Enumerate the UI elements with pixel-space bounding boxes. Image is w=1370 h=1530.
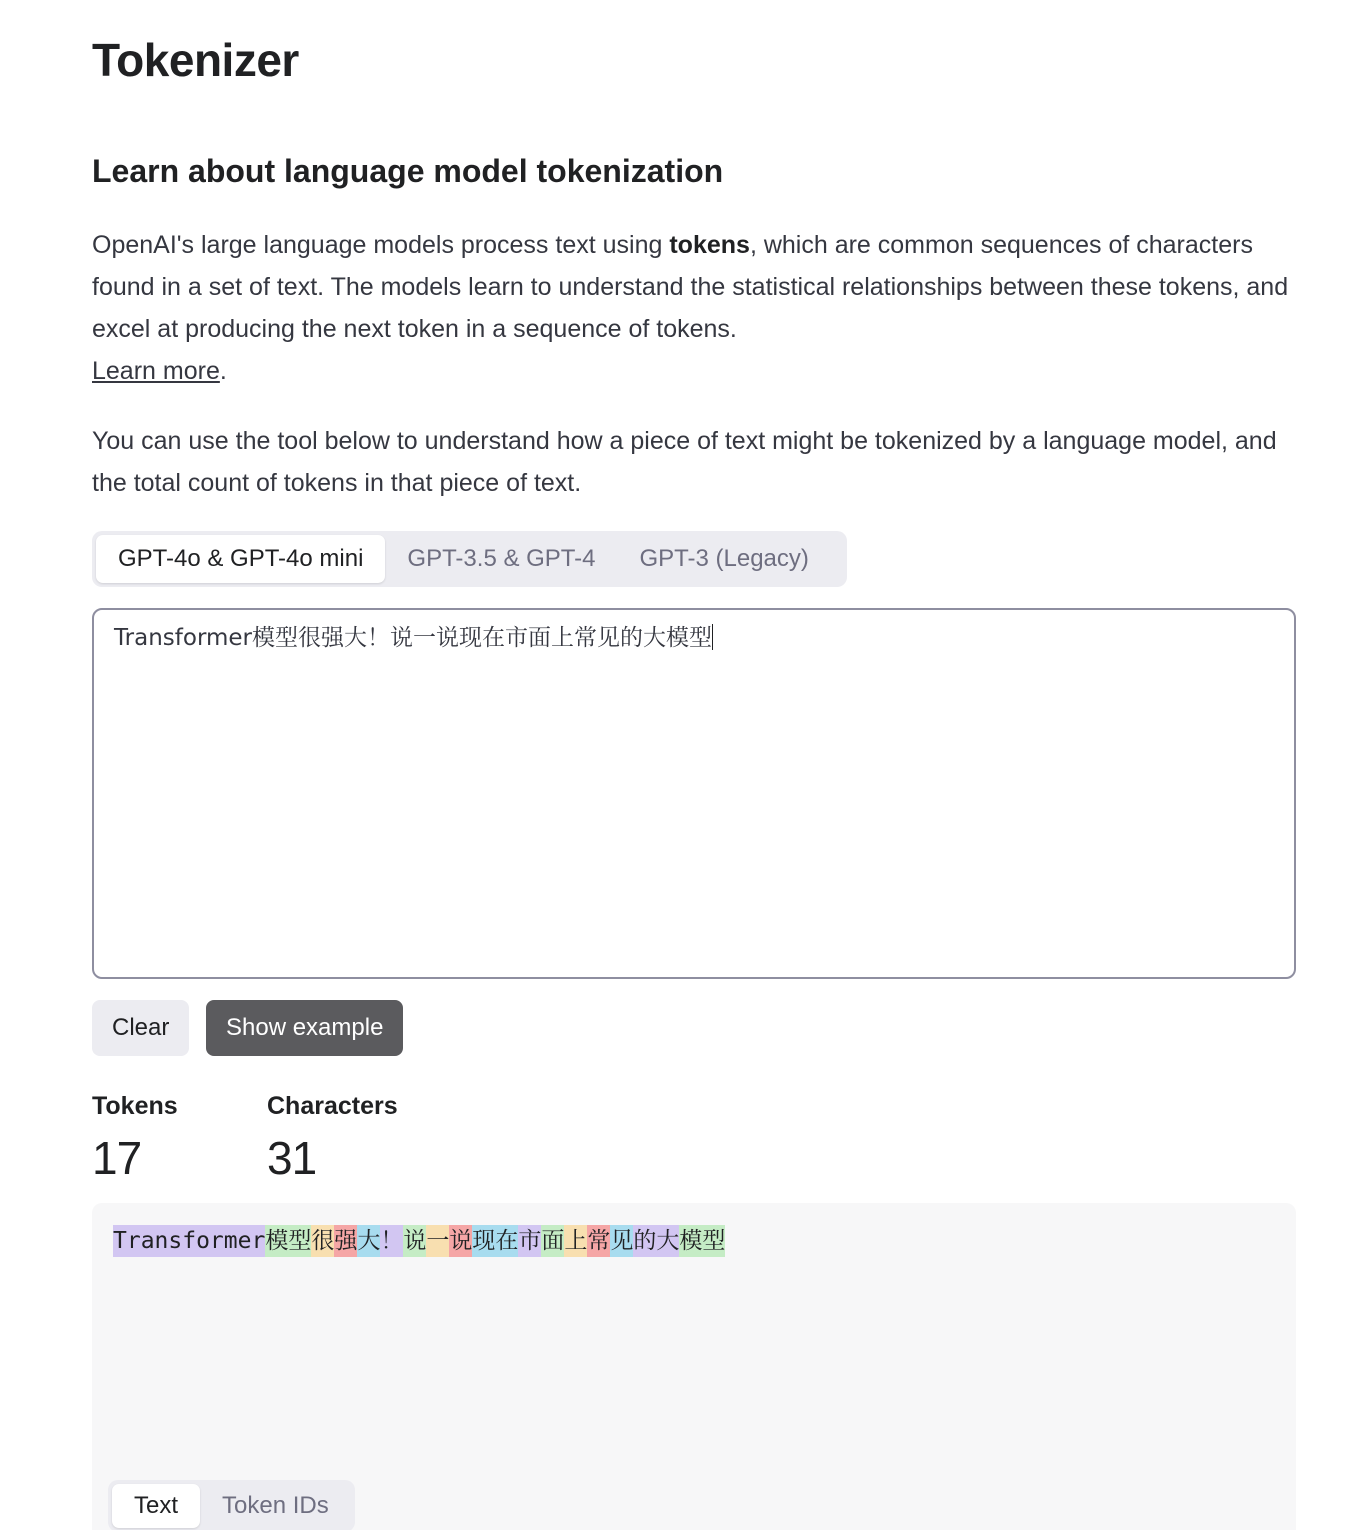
model-selector-tabs — [92, 531, 847, 587]
page-title: Tokenizer — [92, 34, 299, 86]
token-chip: 常 — [587, 1225, 610, 1257]
intro-bold-tokens: tokens — [669, 231, 750, 259]
token-chip: 说 — [403, 1225, 426, 1257]
token-chip: 大 — [357, 1225, 380, 1257]
intro-text-after: , which are common sequences of characters found in a set of text. The models learn to understand the statistical relationships between these tokens, and excel at producing the next token in a sequence of tokens. — [92, 231, 1289, 343]
tab-token-ids-view[interactable]: Token IDs — [222, 1492, 329, 1519]
clear-button[interactable]: Clear — [92, 1000, 189, 1056]
intro-paragraph — [92, 224, 1292, 392]
tool-description: You can use the tool below to understand how a piece of text might be tokenized by a language model, and the total count of tokens in that piece of text. — [92, 427, 1277, 497]
token-chip: 说 — [449, 1225, 472, 1257]
tokenized-output — [92, 1203, 1296, 1530]
characters-count: 31 — [267, 1132, 317, 1184]
token-chip: 见 — [610, 1225, 633, 1257]
token-chip: 现在 — [472, 1225, 518, 1257]
section-subtitle: Learn about language model tokenization — [92, 153, 724, 189]
characters-stat — [267, 1090, 398, 1186]
learn-more-link[interactable]: Learn more — [92, 357, 220, 385]
token-chip: 面 — [541, 1225, 564, 1257]
token-chip: ！ — [380, 1225, 403, 1257]
token-chip: 强 — [334, 1225, 357, 1257]
learn-more-suffix: . — [219, 357, 227, 385]
tokens-stat — [92, 1090, 178, 1186]
token-chip: 的大 — [633, 1225, 679, 1257]
token-highlight-line — [113, 1225, 1275, 1257]
tab-text-view[interactable]: Text — [112, 1484, 200, 1528]
intro-text-before: OpenAI's large language models process text using — [92, 231, 670, 259]
token-chip: 一 — [426, 1225, 449, 1257]
token-chip: Transformer — [113, 1225, 265, 1257]
characters-label: Characters — [267, 1092, 398, 1120]
token-chip: 很 — [311, 1225, 334, 1257]
tab-gpt-3-legacy[interactable]: GPT-3 (Legacy) — [639, 545, 809, 572]
show-example-button[interactable]: Show example — [206, 1000, 403, 1056]
tokens-label: Tokens — [92, 1092, 178, 1120]
token-chip: 模型 — [265, 1225, 311, 1257]
tab-gpt-3-5-gpt-4[interactable]: GPT-3.5 & GPT-4 — [407, 545, 596, 572]
text-input[interactable] — [92, 608, 1296, 979]
output-view-tabs — [108, 1480, 355, 1530]
tab-gpt-4o[interactable]: GPT-4o & GPT-4o mini — [96, 535, 385, 583]
text-input-value: Transformer模型很强大！说一说现在市面上常见的大模型 — [114, 625, 713, 651]
token-chip: 模型 — [679, 1225, 725, 1257]
token-chip: 上 — [564, 1225, 587, 1257]
text-caret — [712, 624, 713, 650]
token-chip: 市 — [518, 1225, 541, 1257]
tokens-count: 17 — [92, 1132, 142, 1184]
